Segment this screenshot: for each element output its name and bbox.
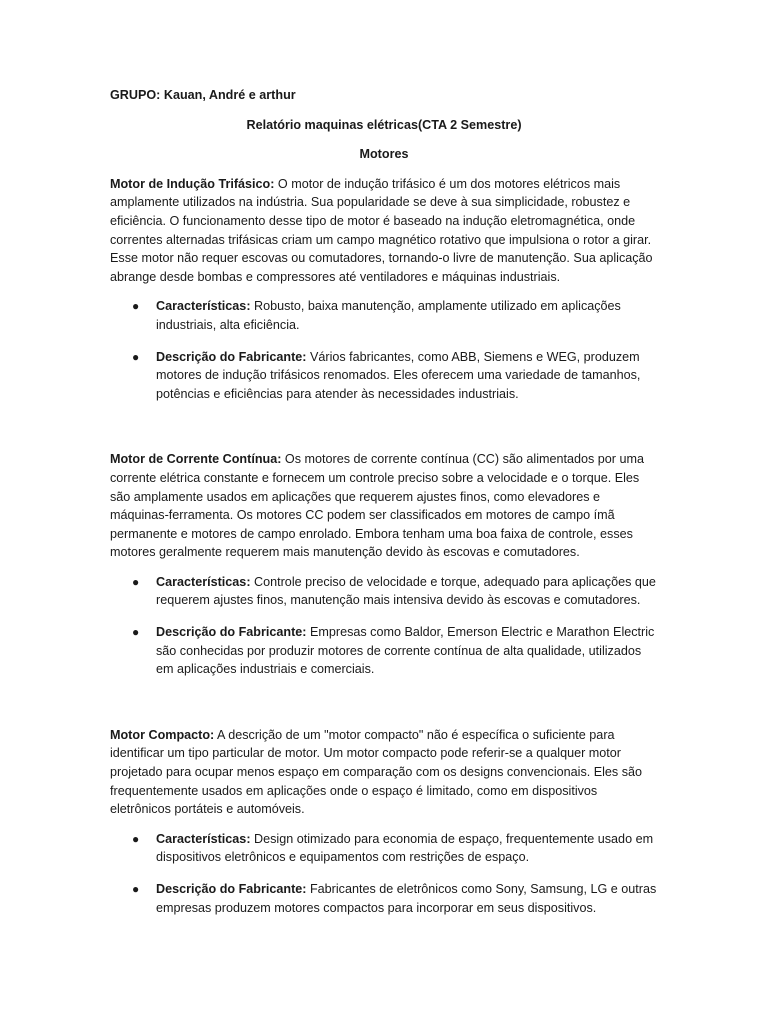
section-heading: Motor Compacto: xyxy=(110,727,215,742)
bullet-text: Fabricantes de eletrônicos como Sony, Samsung, LG e outras empresas produzem motores compactos para incorporar em seus dispositivos. xyxy=(156,882,657,915)
list-item xyxy=(110,297,658,334)
section-inducao xyxy=(110,175,658,404)
bullet-label: Características: xyxy=(156,831,251,846)
document-page xyxy=(110,86,658,930)
bullet-label: Descrição do Fabricante: xyxy=(156,349,307,364)
list-item xyxy=(110,880,658,917)
spacer xyxy=(110,692,658,726)
section-text: A descrição de um "motor compacto" não é específica o suficiente para identificar um tipo particular de motor. Um motor compacto pode referir-se a qualquer motor projetado para ocupar menos espaço em comparação com os designs convencionais. Eles são frequentemente usados em aplicações onde o espaço é limitado, como em dispositivos eletrônicos portáteis e automóveis. xyxy=(110,727,643,817)
bullet-label: Descrição do Fabricante: xyxy=(156,882,307,896)
list-item xyxy=(110,623,658,679)
section-compacto xyxy=(110,726,658,917)
section-paragraph xyxy=(110,175,658,287)
section-heading: Motor de Indução Trifásico: xyxy=(110,176,275,191)
bullet-label: Características: xyxy=(156,574,251,589)
bullet-list xyxy=(110,830,658,917)
section-text: O motor de indução trifásico é um dos motores elétricos mais amplamente utilizados na indústria. Sua popularidade se deve à sua simplicidade, robustez e eficiência. O funcionamento desse tipo de motor é baseado na indução eletromagnética, onde correntes alternadas trifásicas criam um campo magnético rotativo que impulsiona o rotor a girar. Esse motor não requer escovas ou comutadores, tornando-o livre de manutenção. Sua aplicação abrange desde bombas e compressores até ventiladores e máquinas industriais. xyxy=(110,176,653,284)
bullet-list xyxy=(110,573,658,679)
report-title: Relatório maquinas elétricas(CTA 2 Semestre) xyxy=(246,117,522,132)
bullet-label: Descrição do Fabricante: xyxy=(156,625,307,640)
bullet-text: Vários fabricantes, como ABB, Siemens e WEG, produzem motores de indução trifásicos renomados. Eles oferecem uma variedade de tamanhos, potências e eficiências para atender às necessidades industriais. xyxy=(156,349,641,401)
section-title: Motores xyxy=(359,147,409,162)
section-paragraph xyxy=(110,726,658,819)
bullet-label: Características: xyxy=(156,299,251,314)
bullet-list xyxy=(110,297,658,403)
group-line: GRUPO: Kauan, André e arthur xyxy=(110,88,296,102)
bullet-icon: ● xyxy=(132,625,140,640)
spacer xyxy=(110,416,658,450)
bullet-text: Robusto, baixa manutenção, amplamente utilizado em aplicações industriais, alta eficiência. xyxy=(156,299,621,332)
list-item xyxy=(110,830,658,867)
bullet-icon: ● xyxy=(132,882,140,896)
list-item xyxy=(110,573,658,610)
section-corrente-continua xyxy=(110,450,658,679)
bullet-text: Controle preciso de velocidade e torque, adequado para aplicações que requerem ajustes finos, manutenção mais intensiva devido às escovas e comutadores. xyxy=(156,574,656,608)
bullet-text: Empresas como Baldor, Emerson Electric e Marathon Electric são conhecidas por produzir motores de corrente contínua de alta qualidade, utilizados em aplicações industriais e comerciais. xyxy=(156,625,655,677)
bullet-icon: ● xyxy=(132,831,140,846)
bullet-icon: ● xyxy=(132,349,140,364)
bullet-text: Design otimizado para economia de espaço, frequentemente usado em dispositivos eletrônicos e equipamentos com restrições de espaço. xyxy=(156,831,654,865)
section-paragraph xyxy=(110,450,658,562)
section-heading: Motor de Corrente Contínua: xyxy=(110,452,282,467)
section-text: Os motores de corrente contínua (CC) são alimentados por uma corrente elétrica constante e fornecem um controle preciso sobre a velocidade e o torque. Eles são amplamente usados em aplicações que requerem ajustes finos, como elevadores e máquinas-ferramenta. Os motores CC podem ser classificados em motores de campo ímã permanente e motores de campo enrolado. Embora tenham uma boa faixa de controle, esses motores geralmente requerem mais manutenção devido às escovas e comutadores. xyxy=(110,452,644,560)
list-item xyxy=(110,348,658,404)
bullet-icon: ● xyxy=(132,574,140,589)
bullet-icon: ● xyxy=(132,299,140,314)
